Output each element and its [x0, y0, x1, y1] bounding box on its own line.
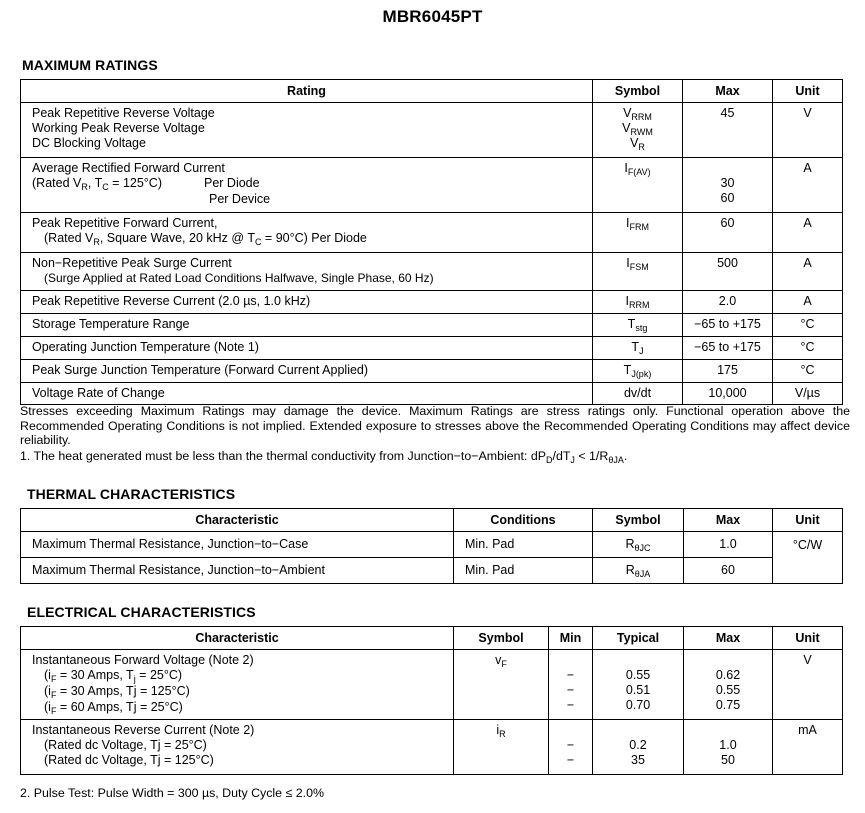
col-unit: Unit [773, 509, 843, 532]
max-cell: 1.0 [684, 532, 773, 558]
rating-cell: Voltage Rate of Change [21, 383, 593, 405]
unit-cell: A [773, 213, 843, 253]
symbol-cell: $I_{F(AV)}$ [593, 158, 683, 213]
unit-cell: A [773, 158, 843, 213]
rating-cell: Peak Repetitive Forward Current, (Rated $V_R$, Square Wave, 20 kHz @ $T_C = 90^\circ C$) Per Diode [21, 213, 593, 253]
note-1: 1. The heat generated must be less than the thermal conductivity from Junction−to−Ambient: $dP_D/dT_J < 1/R_{\theta JA}$. [20, 449, 628, 465]
min-cell: − − − [549, 650, 593, 720]
table-row [21, 360, 843, 383]
unit-cell: V [773, 103, 843, 158]
table-row [21, 158, 843, 213]
col-symbol: Symbol [593, 80, 683, 103]
max-cell: 30 60 [683, 158, 773, 213]
typical-cell: 0.2 35 [593, 720, 684, 775]
symbol-cell: $I_{RRM}$ [593, 291, 683, 314]
col-characteristic: Characteristic [21, 627, 454, 650]
max-cell: 60 [683, 213, 773, 253]
symbol-cell: dv/dt [593, 383, 683, 405]
typical-cell: 0.55 0.51 0.70 [593, 650, 684, 720]
max-ratings-heading: MAXIMUM RATINGS [22, 57, 158, 73]
unit-cell: V [773, 650, 843, 720]
max-cell: 0.62 0.55 0.75 [684, 650, 773, 720]
col-max: Max [684, 509, 773, 532]
unit-cell: V/µs [773, 383, 843, 405]
col-max: Max [683, 80, 773, 103]
max-cell: 10,000 [683, 383, 773, 405]
thermal-table [20, 508, 843, 584]
document-title: MBR6045PT [382, 7, 483, 26]
conditions-cell: Min. Pad [454, 558, 593, 584]
thermal-header-row [21, 509, 843, 532]
max-cell: 500 [683, 253, 773, 291]
rating-cell: Operating Junction Temperature (Note 1) [21, 337, 593, 360]
stress-note: Stresses exceeding Maximum Ratings may damage the device. Maximum Ratings are stress ratings only. Functional operation above the Recommended Operating Conditions is not implied. Extended exposure to stresses above the Recommended Operating Conditions may affect device reliability. [20, 404, 850, 448]
rating-cell: Average Rectified Forward Current (Rated $V_R$, $T_C = 125^\circ C$) Per Diode Per Device [21, 158, 593, 213]
rating-cell: Peak Surge Junction Temperature (Forward Current Applied) [21, 360, 593, 383]
table-row [21, 253, 843, 291]
max-cell: 1.0 50 [684, 720, 773, 775]
symbol-cell: $T_J$ [593, 337, 683, 360]
unit-cell: °C [773, 337, 843, 360]
col-conditions: Conditions [454, 509, 593, 532]
unit-cell: °C/W [773, 532, 843, 584]
col-min: Min [549, 627, 593, 650]
characteristic-cell: Maximum Thermal Resistance, Junction−to−Case [21, 532, 454, 558]
thermal-heading: THERMAL CHARACTERISTICS [27, 486, 236, 502]
col-rating: Rating [21, 80, 593, 103]
unit-cell: °C [773, 314, 843, 337]
electrical-header-row [21, 627, 843, 650]
col-unit: Unit [773, 627, 843, 650]
col-typical: Typical [593, 627, 684, 650]
unit-cell: A [773, 291, 843, 314]
unit-cell: mA [773, 720, 843, 775]
table-row [21, 650, 843, 720]
rating-cell: Non−Repetitive Peak Surge Current (Surge Applied at Rated Load Conditions Halfwave, Single Phase, 60 Hz) [21, 253, 593, 291]
symbol-cell: $I_{FSM}$ [593, 253, 683, 291]
col-max: Max [684, 627, 773, 650]
electrical-heading: ELECTRICAL CHARACTERISTICS [27, 604, 256, 620]
characteristic-cell: Instantaneous Reverse Current (Note 2) (Rated dc Voltage, Tj = 25°C) (Rated dc Voltage, Tj = 125°C) [21, 720, 454, 775]
table-row [21, 532, 843, 558]
characteristic-cell: Maximum Thermal Resistance, Junction−to−Ambient [21, 558, 454, 584]
electrical-table [20, 626, 843, 775]
unit-cell: A [773, 253, 843, 291]
max-cell: −65 to +175 [683, 337, 773, 360]
rating-cell: Peak Repetitive Reverse Voltage Working Peak Reverse Voltage DC Blocking Voltage [21, 103, 593, 158]
table-row [21, 213, 843, 253]
table-row [21, 314, 843, 337]
symbol-cell: $v_F$ [454, 650, 549, 720]
symbol-cell: $i_R$ [454, 720, 549, 775]
rating-cell: Storage Temperature Range [21, 314, 593, 337]
symbol-cell: $R_{\theta JC}$ [593, 532, 684, 558]
table-row [21, 103, 843, 158]
table-row [21, 291, 843, 314]
min-cell: − − [549, 720, 593, 775]
note-2: 2. Pulse Test: Pulse Width = 300 µs, Duty Cycle ≤ 2.0% [20, 786, 324, 800]
rating-cell: Peak Repetitive Reverse Current (2.0 µs, 1.0 kHz) [21, 291, 593, 314]
symbol-cell: $V_{RRM}$ $V_{RWM}$ $V_R$ [593, 103, 683, 158]
max-cell: 45 [683, 103, 773, 158]
conditions-cell: Min. Pad [454, 532, 593, 558]
symbol-cell: $I_{FRM}$ [593, 213, 683, 253]
col-characteristic: Characteristic [21, 509, 454, 532]
max-ratings-table [20, 79, 843, 405]
col-symbol: Symbol [454, 627, 549, 650]
symbol-cell: $R_{\theta JA}$ [593, 558, 684, 584]
symbol-cell: $T_{J(pk)}$ [593, 360, 683, 383]
unit-cell: °C [773, 360, 843, 383]
max-cell: 60 [684, 558, 773, 584]
table-row [21, 558, 843, 584]
characteristic-cell: Instantaneous Forward Voltage (Note 2) ($i_F = 30$ Amps, $T_j = 25^\circ C$) ($i_F = 30$ Amps, Tj = 125°C) ($i_F = 60$ Amps, Tj = 25°C) [21, 650, 454, 720]
col-unit: Unit [773, 80, 843, 103]
table-row [21, 383, 843, 405]
col-symbol: Symbol [593, 509, 684, 532]
table-row [21, 337, 843, 360]
max-cell: −65 to +175 [683, 314, 773, 337]
max-cell: 2.0 [683, 291, 773, 314]
table-row [21, 720, 843, 775]
max-cell: 175 [683, 360, 773, 383]
symbol-cell: $T_{stg}$ [593, 314, 683, 337]
max-ratings-header-row [21, 80, 843, 103]
